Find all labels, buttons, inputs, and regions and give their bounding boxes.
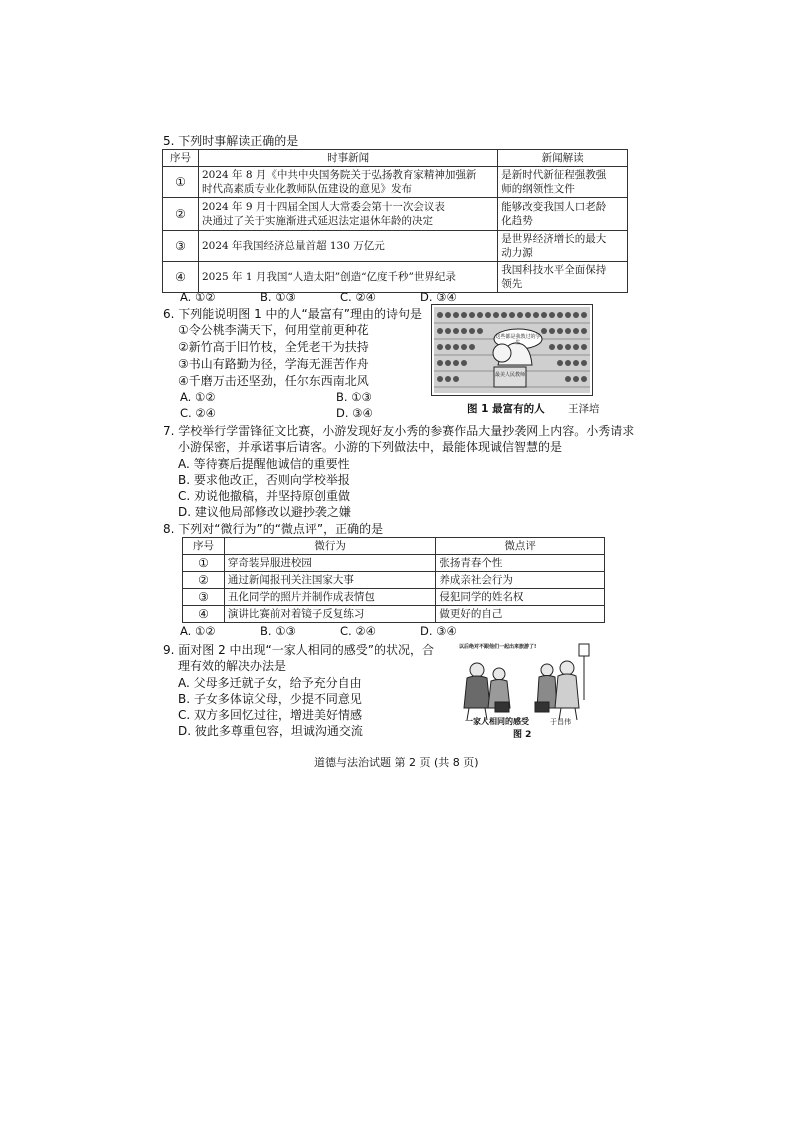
q5-option-d[interactable]: D. ③④	[420, 290, 457, 304]
q8-option-d[interactable]: D. ③④	[420, 624, 457, 638]
q6-options-row2	[180, 406, 373, 420]
q6-item: ④千磨万击还坚劲，任尔东西南北风	[178, 374, 369, 388]
figure-2-cartoon	[455, 640, 597, 740]
figure-1-author: 王泽培	[568, 403, 600, 415]
q6-option-b[interactable]: B. ①③	[336, 390, 372, 404]
q5-header-news: 时事新闻	[198, 150, 497, 167]
q7-option-a[interactable]: A. 等待赛后提醒他诚信的重要性	[178, 457, 350, 471]
q5-stem: 5. 下列时事解读正确的是	[163, 134, 299, 148]
figure-1-cartoon	[431, 304, 593, 396]
q9-stem-line1: 9. 面对图 2 中出现“一家人相同的感受”的状况，合	[163, 643, 434, 657]
figure-2-author: 于昌伟	[550, 718, 571, 726]
q8-row: ② 通过新闻报刊关注国家大事 养成亲社会行为	[183, 572, 605, 589]
figure-1-caption: 图 1 最富有的人	[467, 403, 545, 415]
q9-option-b[interactable]: B. 子女多体谅父母，少提不同意见	[178, 692, 362, 706]
q7-option-d[interactable]: D. 建议他局部修改以避抄袭之嫌	[178, 505, 351, 519]
q7-option-c[interactable]: C. 劝说他撤稿，并坚持原创重做	[178, 489, 351, 503]
q7-stem-line1: 7. 学校举行学雷锋征文比赛，小游发现好友小秀的参赛作品大量抄袭网上内容。小秀请求	[163, 424, 635, 438]
q8-header-num: 序号	[183, 538, 225, 555]
q5-option-c[interactable]: C. ②④	[340, 290, 376, 304]
q5-row: ③ 2024 年我国经济总量首超 130 万亿元 是世界经济增长的最大 动力源	[163, 231, 628, 262]
q8-options	[180, 624, 457, 638]
q7-stem-line2: 小游保密，并承诺事后请客。小游的下列做法中，最能体现诚信智慧的是	[178, 440, 563, 454]
figure-2-label: 图 2	[513, 730, 532, 740]
q8-option-c[interactable]: C. ②④	[340, 624, 376, 638]
q6-option-d[interactable]: D. ③④	[336, 406, 373, 420]
q8-row: ③ 丑化同学的照片并制作成表情包 侵犯同学的姓名权	[183, 589, 605, 606]
q9-stem-line2: 理有效的解决办法是	[178, 659, 287, 673]
q8-row: ① 穿奇装异服进校园 张扬青春个性	[183, 555, 605, 572]
q5-header-interp: 新闻解读	[498, 150, 628, 167]
q9-option-c[interactable]: C. 双方多回忆过往，增进美好情感	[178, 708, 363, 722]
q6-item: ③书山有路勤为径，学海无涯苦作舟	[178, 357, 369, 371]
q6-option-c[interactable]: C. ②④	[180, 406, 216, 420]
q7-option-b[interactable]: B. 要求他改正，否则向学校举报	[178, 473, 350, 487]
q8-header-comment: 微点评	[436, 538, 605, 555]
q8-stem: 8. 下列对“微行为”的“微点评”，正确的是	[163, 522, 384, 536]
q8-row: ④ 演讲比赛前对着镜子反复练习 做更好的自己	[183, 606, 605, 623]
figure-1-badge: 最美人民教师	[495, 372, 526, 378]
q8-option-a[interactable]: A. ①②	[180, 624, 216, 638]
q5-option-a[interactable]: A. ①②	[180, 290, 216, 304]
q6-item: ②新竹高于旧竹枝，全凭老干为扶持	[178, 340, 369, 354]
q6-item: ①令公桃李满天下，何用堂前更种花	[178, 323, 369, 337]
page-footer: 道德与法治试题 第 2 页 (共 8 页)	[314, 756, 479, 769]
q5-row: ② 2024 年 9 月十四届全国人大常委会第十一次会议表 决通过了关于实施渐进式延迟法定退休年龄的决定 能够改变我国人口老龄 化趋势	[163, 198, 628, 231]
q8-table	[182, 537, 605, 623]
q8-header-act: 微行为	[224, 538, 435, 555]
q9-option-a[interactable]: A. 父母多迁就子女，给予充分自由	[178, 676, 362, 690]
q5-header-num: 序号	[163, 150, 199, 167]
q9-option-d[interactable]: D. 彼此多尊重包容，坦诚沟通交流	[178, 724, 363, 738]
q6-option-a[interactable]: A. ①②	[180, 390, 216, 404]
q5-row: ① 2024 年 8 月《中共中央国务院关于弘扬教育家精神加强新 时代高素质专业化教师队伍建设的意见》发布 是新时代新征程强教强 师的纲领性文件	[163, 167, 628, 198]
q5-options	[180, 290, 457, 304]
figure-2-caption: 一家人相同的感受	[465, 717, 529, 726]
figure-2-bubble: 以后绝对不跟他们一起出来旅游了!	[459, 644, 537, 650]
q5-option-b[interactable]: B. ①③	[260, 290, 296, 304]
q5-table	[162, 149, 628, 293]
q8-option-b[interactable]: B. ①③	[260, 624, 296, 638]
q6-stem: 6. 下列能说明图 1 中的人“最富有”理由的诗句是	[163, 307, 422, 321]
figure-1-drawing	[432, 305, 592, 395]
q5-row: ④ 2025 年 1 月我国“人造太阳”创造“亿度千秒”世界纪录 我国科技水平全面保持 领先	[163, 262, 628, 293]
figure-1-bubble: 这些都是我教过的学生	[495, 334, 541, 346]
q6-options-row1	[180, 390, 372, 404]
